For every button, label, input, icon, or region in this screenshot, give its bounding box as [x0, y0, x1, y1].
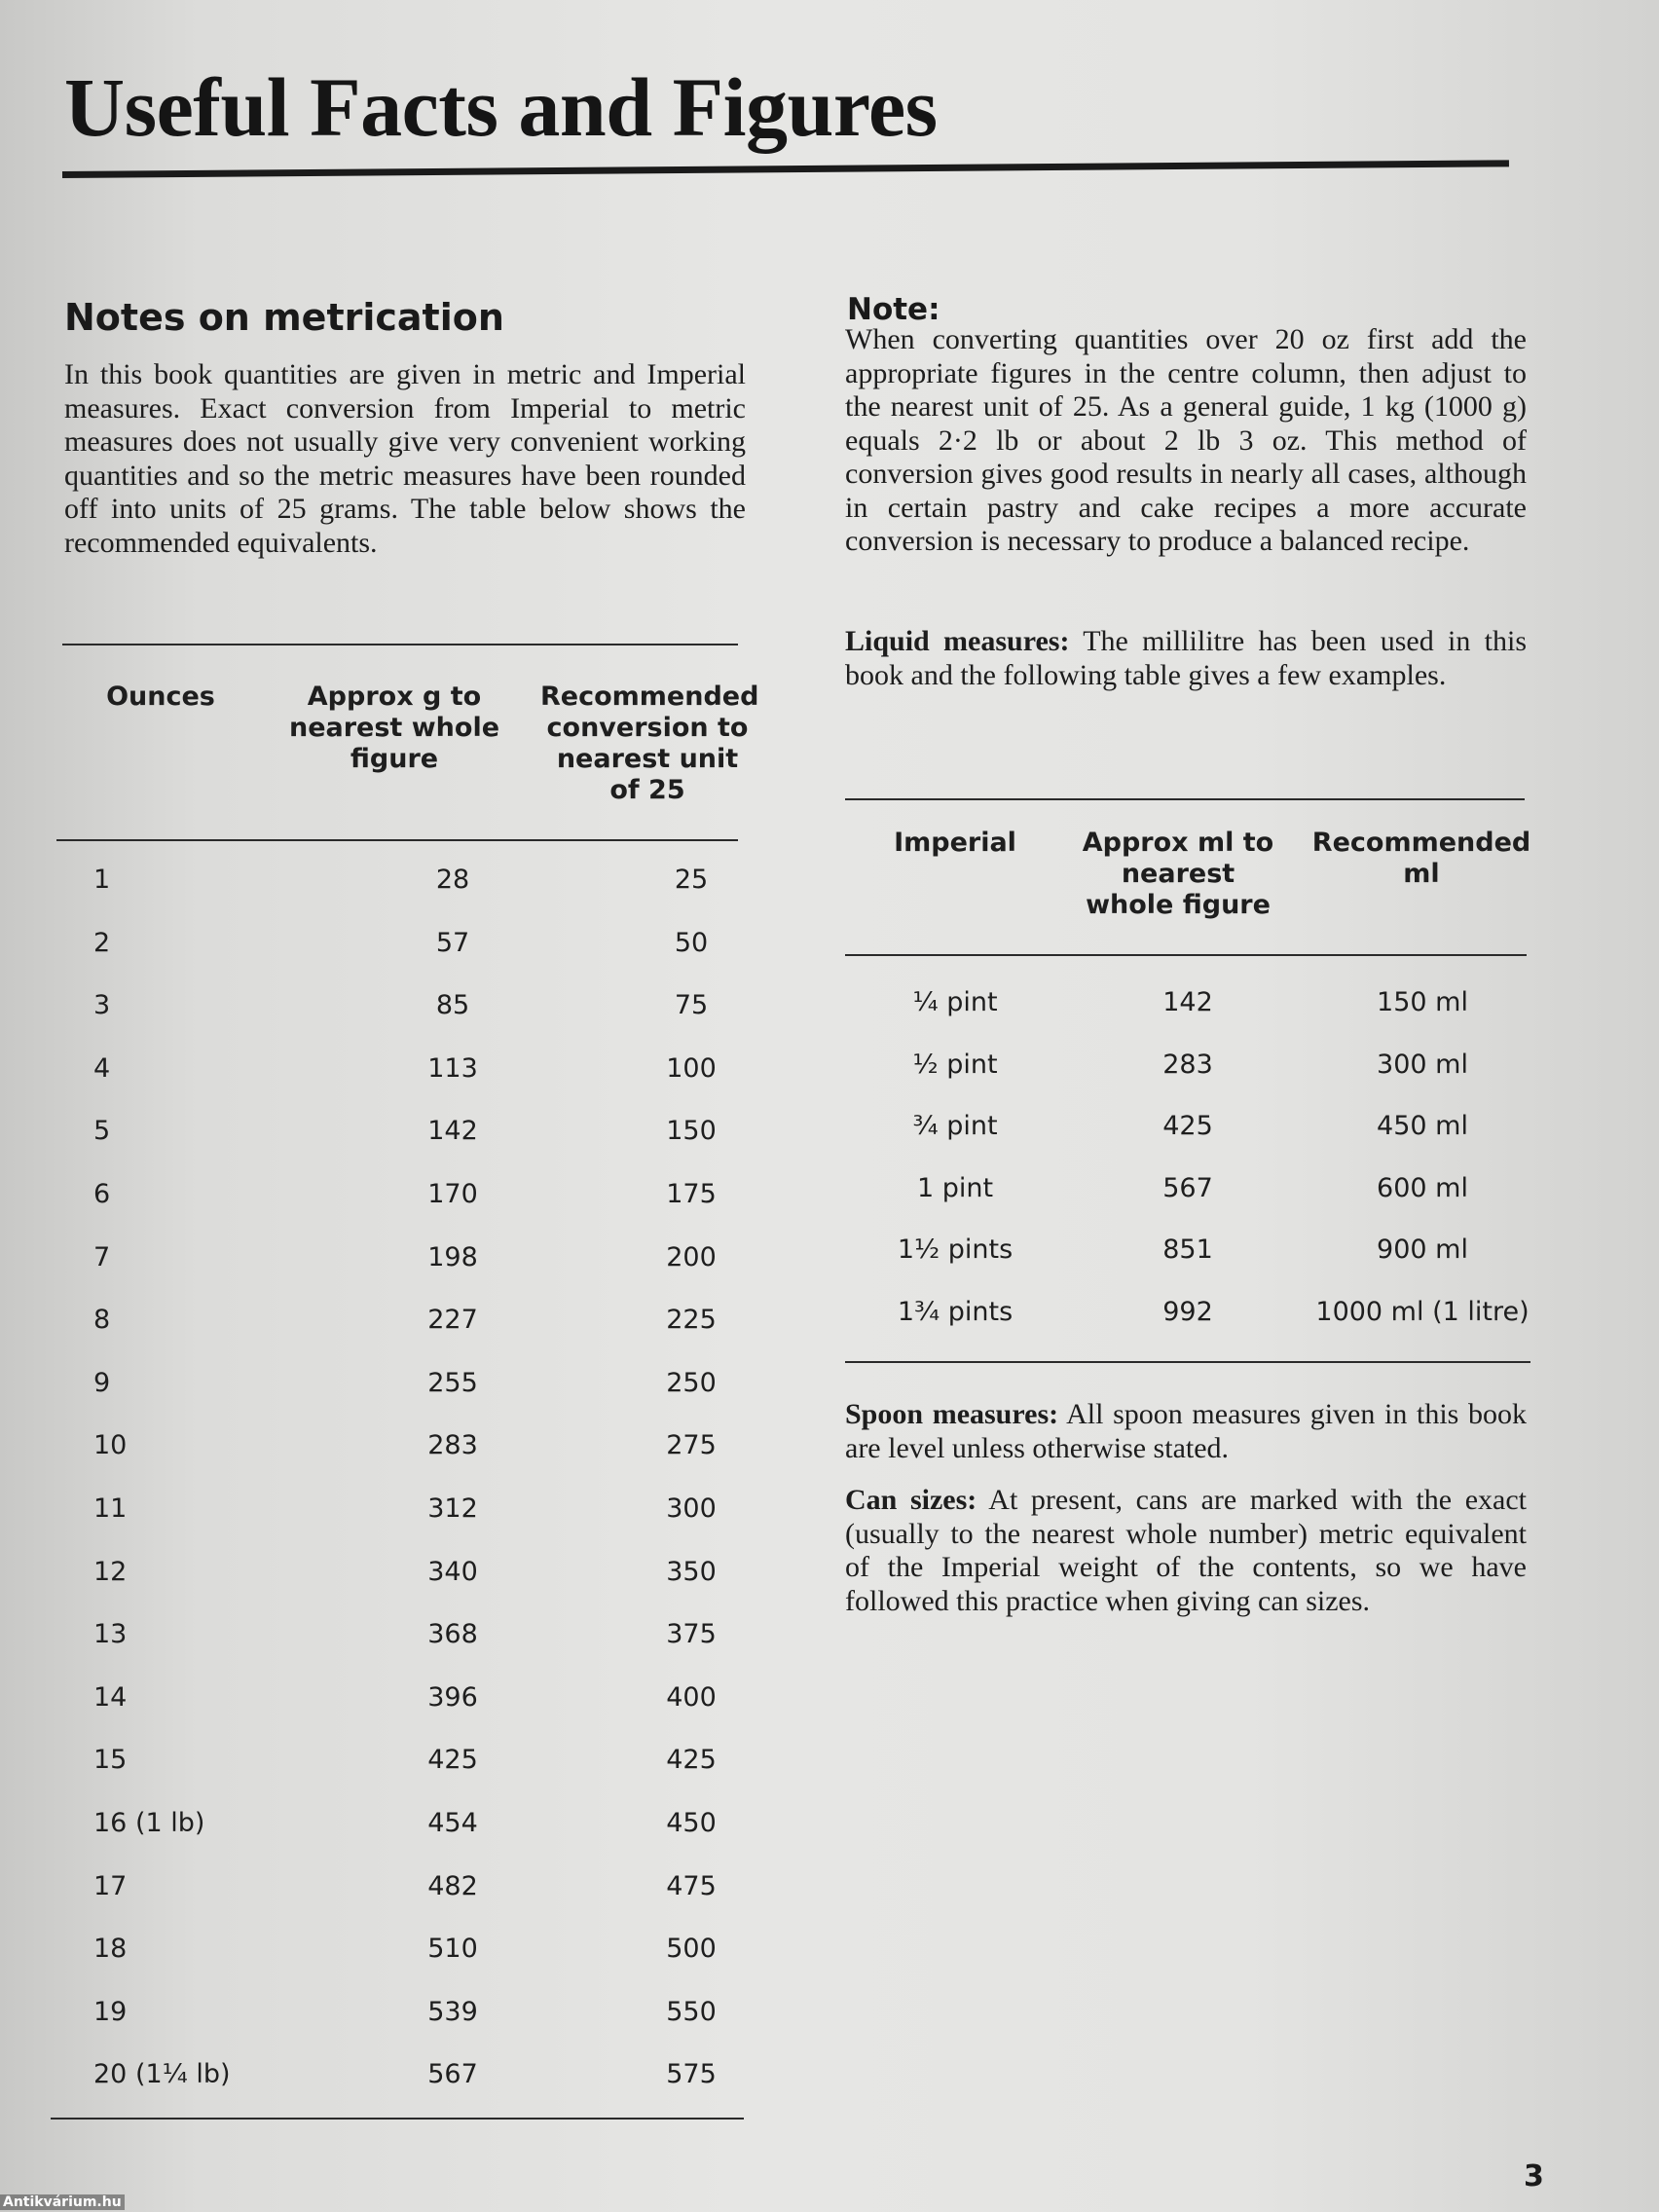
recommended-g-cell: 475	[666, 1870, 717, 1901]
ounces-table-top-rule	[62, 644, 738, 645]
recommended-g-cell: 200	[666, 1241, 717, 1272]
liquid-table-row	[843, 1111, 1544, 1150]
ounces-table-row	[58, 1305, 740, 1344]
ounces-table-row	[58, 1368, 740, 1407]
watermark: Antikvárium.hu	[0, 2194, 125, 2210]
approx-g-cell: 255	[427, 1367, 478, 1398]
recommended-g-cell: 375	[666, 1619, 717, 1650]
recommended-ml-cell: 600 ml	[1377, 1172, 1468, 1203]
ounces-table-row	[58, 990, 740, 1029]
recommended-g-cell: 300	[666, 1493, 717, 1524]
approx-g-cell: 454	[427, 1808, 478, 1838]
approx-g-cell: 57	[435, 927, 470, 958]
spoon-measures-paragraph	[845, 1398, 1527, 1465]
approx-ml-cell: 567	[1162, 1172, 1213, 1203]
recommended-ml-cell: 900 ml	[1377, 1235, 1468, 1265]
approx-g-cell: 28	[435, 865, 470, 895]
liquid-table-bottom-rule	[845, 1361, 1530, 1363]
ounces-table-row	[58, 2059, 740, 2098]
ounces-cell: 18	[93, 1934, 128, 1965]
imperial-cell: 1½ pints	[897, 1235, 1014, 1265]
ounces-cell: 12	[93, 1556, 128, 1587]
recommended-g-cell: 150	[666, 1116, 717, 1147]
can-sizes-text: At present, cans are marked with the exact (usually to the nearest whole number) metric equivalent of the Imperial weight of the contents, so we have followed this practice when giving can sizes.	[845, 1484, 1527, 1617]
ounces-cell: 2	[93, 927, 111, 958]
ounces-cell: 17	[93, 1870, 128, 1901]
spoon-measures-label: Spoon measures:	[845, 1398, 1059, 1430]
liquid-measures-label: Liquid measures:	[845, 625, 1070, 657]
liquid-table-header-rule	[845, 954, 1527, 956]
ounces-table-row	[58, 1682, 740, 1721]
liquid-measures-text: The millilitre has been used in this book and the following table gives a few examples.	[845, 625, 1527, 691]
ounces-cell: 8	[93, 1305, 111, 1336]
recommended-g-cell: 450	[666, 1808, 717, 1838]
ounces-table-row	[58, 1997, 740, 2036]
approx-g-cell: 425	[427, 1745, 478, 1776]
can-sizes-label: Can sizes:	[845, 1484, 977, 1516]
ounces-cell: 5	[93, 1116, 111, 1147]
recommended-g-cell: 250	[666, 1367, 717, 1398]
approx-g-cell: 170	[427, 1179, 478, 1209]
recommended-g-cell: 575	[666, 2059, 717, 2090]
can-sizes-paragraph	[845, 1484, 1527, 1618]
ounces-table-row	[58, 928, 740, 967]
note-text: When converting quantities over 20 oz first add the appropriate figures in the centre column, then adjust to the nearest unit of 25. As a general guide, 1 kg (1000 g) equals 2·2 lb or about 2 lb 3 oz. This method of conversion gives good results in nearly all cases, although in certain pastry and cake recipes a more accurate conversion is necessary to produce a balanced recipe.	[845, 323, 1527, 557]
ounces-table-row	[58, 1871, 740, 1910]
approx-ml-cell: 992	[1162, 1296, 1213, 1327]
approx-g-cell: 482	[427, 1870, 478, 1901]
liquid-measures-paragraph	[845, 625, 1527, 692]
ounces-cell: 3	[93, 990, 111, 1021]
note-heading: Note:	[847, 292, 940, 327]
page-title: Useful Facts and Figures	[64, 60, 938, 154]
liquid-table-top-rule	[845, 798, 1525, 800]
approx-g-cell: 113	[427, 1052, 478, 1084]
ounces-table-row	[58, 1116, 740, 1155]
liquid-header-imperial: Imperial	[894, 828, 1016, 858]
ounces-header-ounces: Ounces	[106, 682, 215, 712]
ounces-cell: 9	[93, 1367, 111, 1398]
approx-ml-cell: 851	[1162, 1235, 1213, 1265]
recommended-g-cell: 100	[666, 1052, 717, 1084]
metrication-heading: Notes on metrication	[64, 296, 504, 339]
ounces-table-row	[58, 1808, 740, 1847]
recommended-ml-cell: 150 ml	[1377, 987, 1468, 1017]
ounces-table-row	[58, 1053, 740, 1092]
approx-g-cell: 368	[427, 1619, 478, 1650]
ounces-table-row	[58, 1242, 740, 1281]
ounces-cell: 19	[93, 1996, 128, 2027]
imperial-cell: 1 pint	[916, 1172, 994, 1203]
approx-g-cell: 567	[427, 2059, 478, 2090]
recommended-g-cell: 175	[666, 1179, 717, 1209]
recommended-g-cell: 75	[674, 990, 709, 1021]
recommended-g-cell: 550	[666, 1996, 717, 2027]
ounces-table-row	[58, 1179, 740, 1218]
ounces-table-row	[58, 1493, 740, 1532]
ounces-cell: 15	[93, 1745, 128, 1776]
recommended-ml-cell: 450 ml	[1377, 1111, 1468, 1141]
ounces-table-row	[58, 1557, 740, 1596]
ounces-table-bottom-rule	[51, 2118, 744, 2120]
approx-g-cell: 85	[435, 990, 470, 1021]
ounces-cell: 13	[93, 1619, 128, 1650]
approx-g-cell: 312	[427, 1493, 478, 1524]
title-divider	[62, 160, 1509, 178]
recommended-g-cell: 350	[666, 1556, 717, 1587]
ounces-cell: 11	[93, 1493, 128, 1524]
approx-g-cell: 539	[427, 1996, 478, 2027]
recommended-g-cell: 500	[666, 1934, 717, 1965]
ounces-cell: 16 (1 lb)	[93, 1808, 205, 1838]
recommended-g-cell: 425	[666, 1745, 717, 1776]
ounces-table-row	[58, 1430, 740, 1469]
recommended-g-cell: 225	[666, 1305, 717, 1336]
approx-g-cell: 142	[427, 1116, 478, 1147]
ounces-table-row	[58, 1745, 740, 1784]
approx-ml-cell: 425	[1162, 1111, 1213, 1141]
approx-ml-cell: 142	[1162, 987, 1213, 1017]
ounces-cell: 20 (1¼ lb)	[93, 2059, 231, 2090]
liquid-table-row	[843, 1235, 1544, 1273]
recommended-g-cell: 275	[666, 1430, 717, 1461]
ounces-cell: 10	[93, 1430, 128, 1461]
approx-g-cell: 510	[427, 1934, 478, 1965]
metrication-intro: In this book quantities are given in metric and Imperial measures. Exact conversion from Imperial to metric measures does not usually give very convenient working quantities and so the metric measures have been rounded off into units of 25 grams. The table below shows the recommended equivalents.	[64, 358, 746, 559]
approx-g-cell: 396	[427, 1681, 478, 1713]
approx-g-cell: 227	[427, 1305, 478, 1336]
ounces-header-recommended: Recommended conversion to nearest unit of 25	[540, 682, 759, 805]
imperial-cell: 1¾ pints	[897, 1296, 1014, 1327]
ounces-cell: 1	[93, 865, 111, 895]
ounces-table-row	[58, 1619, 740, 1658]
liquid-header-approx-ml: Approx ml to nearest whole figure	[1082, 828, 1274, 920]
ounces-cell: 14	[93, 1681, 128, 1713]
ounces-table-row	[58, 865, 740, 903]
page-number: 3	[1524, 2159, 1544, 2194]
recommended-g-cell: 25	[674, 865, 709, 895]
liquid-table-row	[843, 1050, 1544, 1088]
recommended-ml-cell: 300 ml	[1377, 1049, 1468, 1080]
liquid-table-row	[843, 987, 1544, 1026]
approx-g-cell: 283	[427, 1430, 478, 1461]
ounces-header-approx-g: Approx g to nearest whole figure	[288, 682, 500, 774]
ounces-cell: 7	[93, 1241, 111, 1272]
approx-ml-cell: 283	[1162, 1049, 1213, 1080]
ounces-cell: 6	[93, 1179, 111, 1209]
liquid-table-row	[843, 1297, 1544, 1336]
recommended-g-cell: 400	[666, 1681, 717, 1713]
approx-g-cell: 198	[427, 1241, 478, 1272]
recommended-g-cell: 50	[674, 927, 709, 958]
ounces-table-row	[58, 1934, 740, 1972]
imperial-cell: ¾ pint	[912, 1111, 998, 1141]
imperial-cell: ¼ pint	[912, 987, 998, 1017]
liquid-header-recommended: Recommended ml	[1311, 828, 1531, 889]
approx-g-cell: 340	[427, 1556, 478, 1587]
liquid-table-row	[843, 1173, 1544, 1212]
imperial-cell: ½ pint	[912, 1049, 998, 1080]
ounces-table-header-rule	[56, 839, 738, 841]
spoon-measures-text: All spoon measures given in this book are level unless otherwise stated.	[845, 1398, 1527, 1464]
ounces-cell: 4	[93, 1052, 111, 1084]
recommended-ml-cell: 1000 ml (1 litre)	[1315, 1296, 1530, 1327]
